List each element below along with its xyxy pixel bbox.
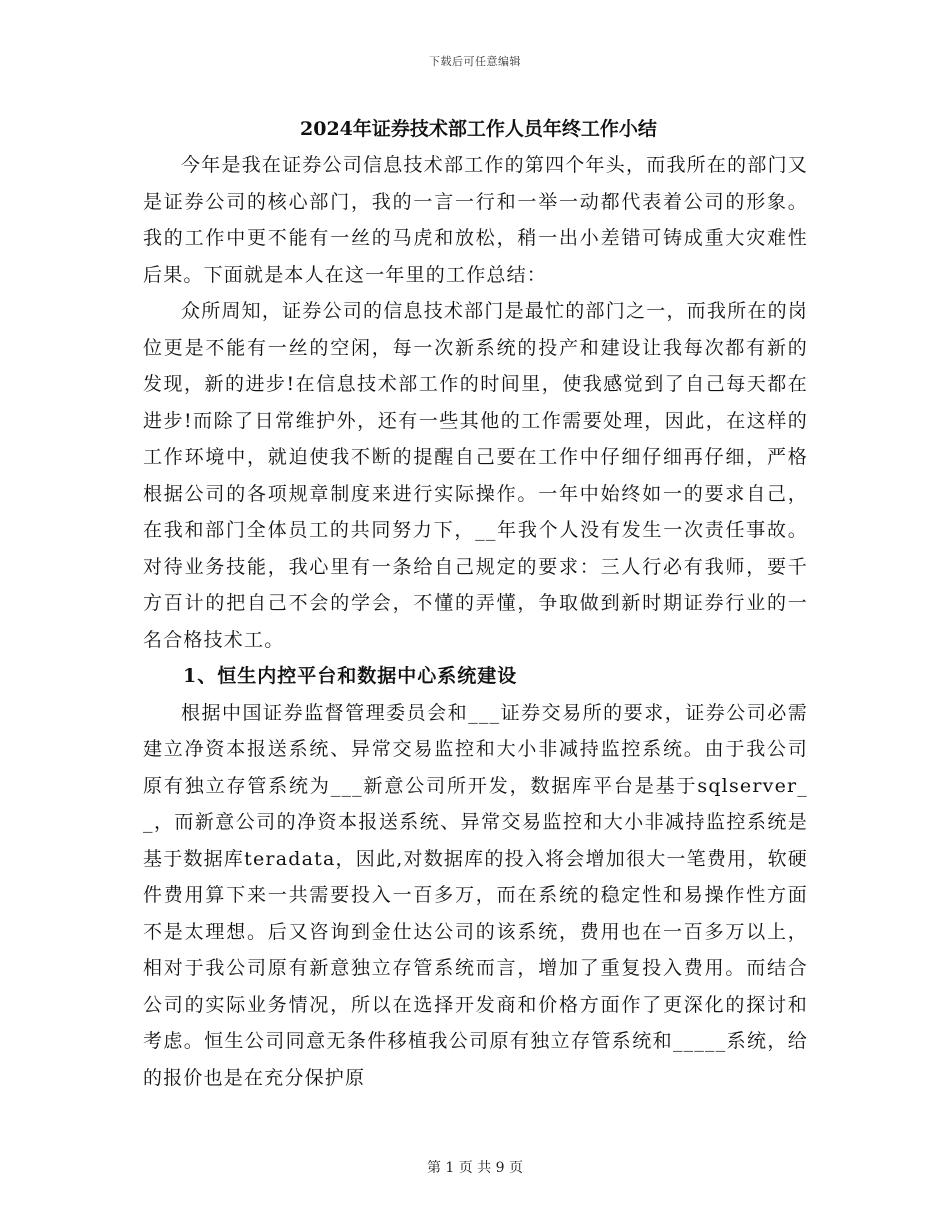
section-heading: 1、恒生内控平台和数据中心系统建设 <box>183 665 518 687</box>
paragraph-work-summary: 众所周知，证券公司的信息技术部门是最忙的部门之一，而我所在的岗位更是不能有一丝的空闲，每一次新系统的投产和建设让我每次都有新的发现，新的进步!在信息技术部工作的时间里，使我感觉到了自己每天都在进步!而除了日常维护外，还有一些其他的工作需要处理，因此，在这样的工作环境中，就迫使我不断的提醒自己要在工作中仔细仔细再仔细，严格根据公司的各项规章制度来进行实际操作。一年中始终如一的要求自己，在我和部门全体员工的共同努力下，__年我个人没有发生一次责任事故。对待业务技能，我心里有一条给自己规定的要求：三人行必有我师，要千方百计的把自己不会的学会，不懂的弄懂，争取做到新时期证券行业的一名合格技术工。 <box>143 300 808 651</box>
page-number: 第 1 页 共 9 页 <box>426 1160 524 1176</box>
paragraph-section-body: 根据中国证券监督管理委员会和___证券交易所的要求，证券公司必需建立净资本报送系统、异常交易监控和大小非减持监控系统。由于我公司原有独立存管系统为___新意公司所开发，数据库平台是基于sqlserver__，而新意公司的净资本报送系统、异常交易监控和大小非减持监控系统是基于数据库teradata，因此,对数据库的投入将会增加很大一笔费用，软硬件费用算下来一共需要投入一百多万，而在系统的稳定性和易操作性方面不是太理想。后又咨询到金仕达公司的该系统，费用也在一百多万以上，相对于我公司原有新意独立存管系统而言，增加了重复投入费用。而结合公司的实际业务情况，所以在选择开发商和价格方面作了更深化的探讨和考虑。恒生公司同意无条件移植我公司原有独立存管系统和_____系统，给的报价也是在充分保护原 <box>143 701 808 1089</box>
paragraph-intro: 今年是我在证券公司信息技术部工作的第四个年头，而我所在的部门又是证券公司的核心部门，我的一言一行和一举一动都代表着公司的形象。我的工作中更不能有一丝的马虎和放松，稍一出小差错可铸成重大灾难性后果。下面就是本人在这一年里的工作总结： <box>143 154 808 286</box>
page-header-note: 下载后可任意编辑 <box>429 55 521 68</box>
document-body <box>143 111 808 1096</box>
document-title: 2024年证券技术部工作人员年终工作小结 <box>300 118 657 140</box>
